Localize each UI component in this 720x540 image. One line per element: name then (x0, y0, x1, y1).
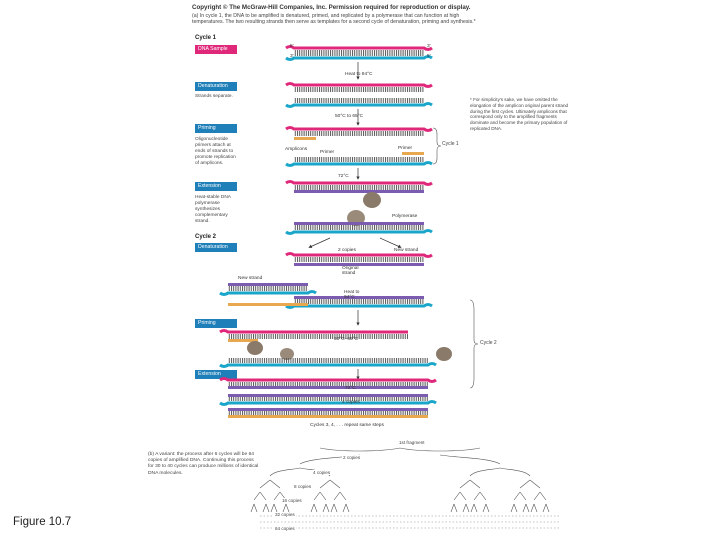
cycle2-priming (220, 331, 452, 367)
step-priming-2: Priming (195, 319, 237, 328)
step-denaturation-2: Denaturation (195, 243, 237, 252)
tree-level-2: 2 copies (343, 455, 361, 460)
part-b-text: (b) A variant: the process after 6 cycles will be 64 copies of amplified DNA. Continuing this process for 30 to 40 cycles can produce millions of identical DNA molecules. (148, 452, 259, 476)
step-dna-sample: DNA Sample (195, 45, 237, 54)
label-72c-1: 72°C (338, 174, 349, 179)
label-amplicons: Amplicons (285, 147, 308, 152)
end-5-top: 5' (290, 44, 294, 49)
cycle1-dna-sample (286, 47, 432, 60)
label-cool-50-65: 50°C to 65°C (335, 114, 364, 119)
cycle2-brace-label: Cycle 2 (480, 340, 497, 346)
end-3-bottom: 3' (290, 54, 294, 59)
end-3-top: 3' (427, 44, 431, 49)
step-extension-1-desc: Heat-stable DNA polymerase synthesizes complementary strand. (195, 195, 231, 224)
part-a-intro: (a) In cycle 1, the DNA to be amplified is denatured, primed, and replicated by a polymerase that can function at high temperatures. The two resulting strands then serve as templates for a second cycle of denaturation, priming and synthesis.* (192, 13, 476, 26)
tree-level-7: 64 copies (275, 526, 295, 531)
label-new-strand-left: New strand (238, 276, 263, 281)
label-72c-2: 72°C (345, 386, 356, 391)
label-original-strand: Original strand (342, 266, 359, 276)
step-priming-1-desc: Oligonucleotide primers attach at ends of strands to promote replication of amplicons. (195, 137, 236, 166)
label-two-copies: 2 copies (338, 248, 356, 253)
cycle2-pair-1 (220, 254, 432, 295)
simplification-note: * For simplicity's sake, we have omitted the elongation of the amplicon original parent strand during the first cycles. Ultimately amplicons that correspond only to the amplified fragments dominate and become the primary population of replicated DNA. (470, 97, 569, 131)
tree-level-5: 16 copies (282, 498, 302, 503)
cycle2-denatured-strands (228, 296, 432, 308)
label-new-strand-top: New strand (394, 248, 419, 253)
tree-level-6: 32 copies (275, 512, 295, 517)
cycle1-brace-label: Cycle 1 (442, 141, 459, 147)
label-four-copies: 4 copies (342, 400, 360, 405)
polymerase-blob (363, 192, 381, 208)
step-extension-1: Extension (195, 182, 237, 191)
cycle1-label: Cycle 1 (195, 35, 217, 41)
label-primer-left: Primer (320, 150, 335, 155)
tree-level-3: 4 copies (313, 470, 331, 475)
label-primer-right: Primer (398, 146, 413, 151)
label-polymerase: Polymerase (392, 214, 418, 219)
step-priming-1: Priming (195, 124, 237, 133)
step-denaturation-1-desc: Strands separate. (195, 94, 233, 99)
step-denaturation-1: Denaturation (195, 82, 237, 91)
tree-level-1: 1st fragment (399, 440, 425, 445)
figure-caption: Figure 10.7 (13, 516, 72, 528)
tree-level-4: 8 copies (294, 484, 312, 489)
step-extension-2: Extension (195, 370, 237, 379)
label-cool-c2: 50°C–65°C (334, 337, 359, 342)
cycle1-extension (286, 182, 432, 234)
cycle1-denatured (286, 84, 432, 107)
label-repeat-steps: Cycles 3, 4, . . . repeat same steps (310, 423, 384, 428)
cycle2-extension (220, 379, 436, 419)
cycle2-label: Cycle 2 (195, 234, 217, 240)
label-heat-94: Heat to 94°C (345, 72, 373, 77)
label-heat-94-c2: Heat to 94°C (344, 290, 360, 300)
copyright-notice: Copyright © The McGraw-Hill Companies, Inc. Permission required for reproduction or display. (192, 4, 471, 11)
end-5-bottom: 5' (427, 54, 431, 59)
